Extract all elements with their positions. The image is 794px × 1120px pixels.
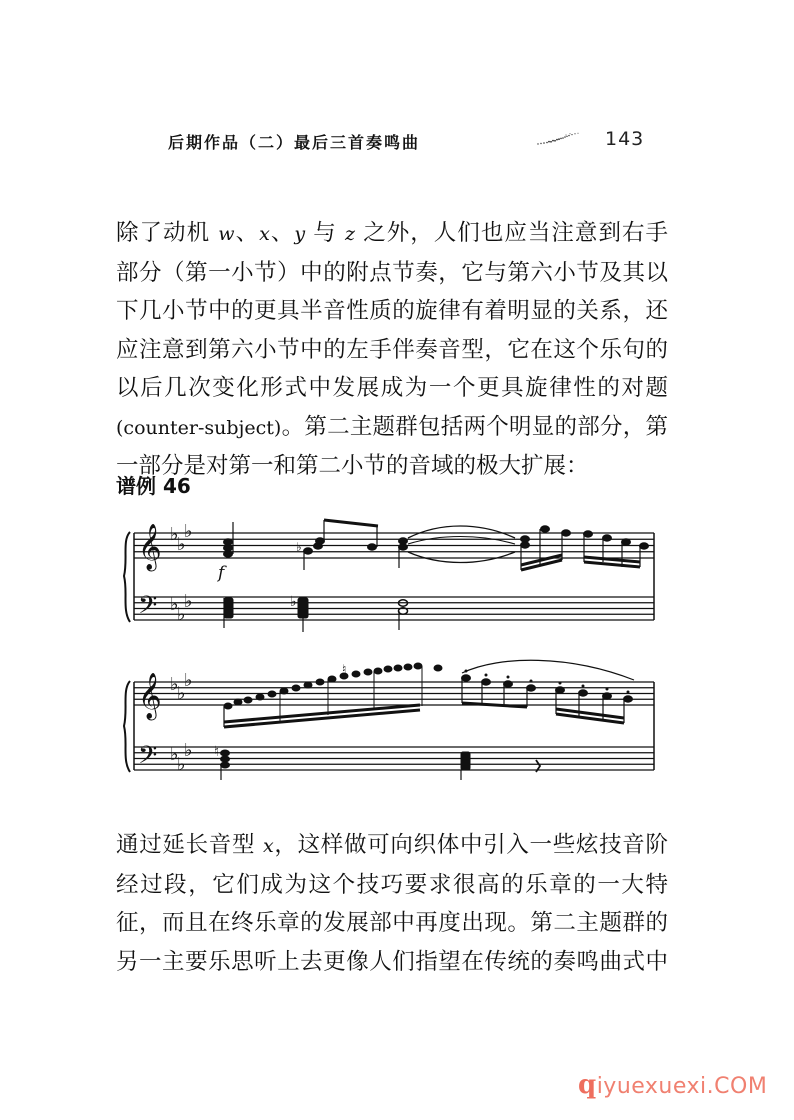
treble-clef-icon: 𝄞 — [138, 524, 162, 570]
svg-text:♭: ♭ — [184, 740, 193, 761]
text-span: 、 — [234, 220, 260, 246]
text-line — [116, 408, 668, 448]
bass-clef-icon: 𝄢 — [138, 591, 158, 626]
text-span: 除了动机 — [116, 220, 219, 246]
text-line: 征，而且在终乐章的发展部中再度出现。第二主题群的 — [116, 910, 668, 936]
running-head — [168, 130, 648, 160]
music-example-46 — [120, 510, 660, 780]
svg-text:♭: ♭ — [170, 674, 179, 695]
svg-text:♭: ♭ — [184, 670, 193, 691]
svg-text:♭: ♭ — [170, 744, 179, 765]
staff-bass-1 — [134, 597, 654, 620]
svg-text:♭: ♭ — [290, 595, 297, 610]
text-line: 以后几次变化形式中发展成为一个更具旋律性的对题 — [116, 375, 668, 401]
text-span: 通过延长音型 — [116, 832, 263, 858]
paragraph-2 — [116, 826, 676, 981]
system-2-notes — [214, 660, 634, 780]
dynamic-forte: f — [218, 563, 225, 583]
staff-bass-2 — [134, 747, 654, 770]
text-span: 、 — [269, 220, 295, 246]
svg-text:♭: ♭ — [177, 604, 186, 625]
system-1-notes — [216, 520, 649, 632]
svg-text:♭: ♭ — [184, 521, 193, 542]
music-score — [120, 510, 660, 780]
svg-text:♮: ♮ — [214, 745, 220, 760]
text-line — [116, 826, 668, 866]
counter-subject-term: counter-subject — [123, 416, 274, 439]
staff-treble-2 — [134, 682, 654, 705]
treble-clef-icon: 𝄞 — [138, 673, 162, 719]
site-watermark — [578, 1070, 767, 1100]
text-span: 。第二主题群包括两个明显的部分，第 — [281, 413, 668, 440]
svg-text:♭: ♭ — [184, 591, 193, 612]
svg-text:♭: ♭ — [177, 754, 186, 775]
svg-text:♭: ♭ — [177, 534, 186, 555]
text-line: 经过段，它们成为这个技巧要求很高的乐章的一大特 — [116, 871, 668, 898]
paragraph-1 — [116, 214, 676, 486]
svg-text:♭: ♭ — [177, 683, 186, 704]
svg-text:♭: ♭ — [170, 524, 179, 545]
svg-text:♮: ♮ — [342, 662, 347, 676]
staff-treble-1 — [134, 533, 654, 558]
text-line: 应注意到第六小节中的左手伴奏音型，它在这个乐句的 — [116, 336, 668, 363]
bass-clef-icon: 𝄢 — [138, 741, 158, 776]
motive-x: x — [263, 835, 274, 857]
text-line: 部分（第一小节）中的附点节奏，它与第六小节及其以 — [116, 259, 668, 286]
key-signature-flats — [170, 521, 193, 775]
motive-y: y — [294, 223, 306, 245]
motive-x: x — [259, 223, 270, 245]
svg-text:♭: ♭ — [296, 540, 302, 554]
watermark-text: iyuexuexi.COM — [596, 1074, 768, 1099]
text-span: 与 — [305, 220, 346, 246]
paren-open: ( — [116, 416, 124, 439]
watermark-q: q — [578, 1070, 597, 1100]
chapter-title: 后期作品（二）最后三首奏鸣曲 — [168, 133, 421, 152]
example-label: 谱例 46 — [116, 474, 191, 498]
svg-text:♭: ♭ — [170, 594, 179, 615]
text-line: 一部分是对第一和第二小节的音域的极大扩展： — [116, 453, 589, 479]
text-line — [116, 214, 668, 254]
motive-z: z — [345, 223, 356, 245]
text-span: ，这样做可向织体中引入一些炫技音阶 — [273, 832, 668, 858]
paren-close: ) — [273, 416, 282, 439]
text-span: 之外，人们也应当注意到右手 — [355, 220, 669, 246]
decorative-flourish-icon — [536, 132, 580, 146]
motive-w: w — [218, 223, 235, 245]
page-number: 143 — [605, 128, 645, 150]
text-line: 下几小节中的更具半音性质的旋律有着明显的关系，还 — [116, 298, 668, 324]
text-line: 另一主要乐思听上去更像人们指望在传统的奏鸣曲式中 — [116, 948, 668, 975]
